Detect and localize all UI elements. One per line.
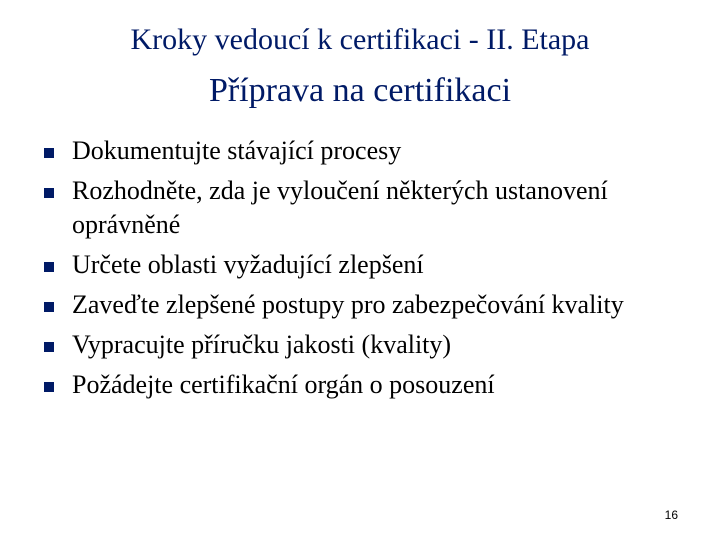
bullet-item: [72, 328, 692, 362]
bullet-item: [72, 368, 692, 402]
bullet-item: [72, 248, 692, 282]
page-number: 16: [664, 508, 678, 522]
slide-title: Kroky vedoucí k certifikaci - II. Etapa: [130, 23, 590, 56]
bullet-list: [72, 134, 692, 408]
bullet-text: Rozhodněte, zda je vyloučení některých ustanovení oprávněné: [72, 176, 608, 239]
bullet-text: Požádejte certifikační orgán o posouzení: [72, 370, 495, 399]
square-bullet-icon: [44, 342, 54, 352]
slide-subtitle: Příprava na certifikaci: [208, 72, 512, 109]
bullet-text: Dokumentujte stávající procesy: [72, 136, 402, 165]
bullet-item: [72, 134, 692, 168]
square-bullet-icon: [44, 302, 54, 312]
bullet-text: Určete oblasti vyžadující zlepšení: [72, 250, 424, 279]
square-bullet-icon: [44, 262, 54, 272]
bullet-text: Zaveďte zlepšené postupy pro zabezpečování kvality: [72, 290, 624, 319]
square-bullet-icon: [44, 148, 54, 158]
square-bullet-icon: [44, 188, 54, 198]
bullet-text: Vypracujte příručku jakosti (kvality): [72, 330, 452, 359]
square-bullet-icon: [44, 382, 54, 392]
bullet-item: [72, 288, 692, 322]
bullet-item: [72, 174, 692, 242]
